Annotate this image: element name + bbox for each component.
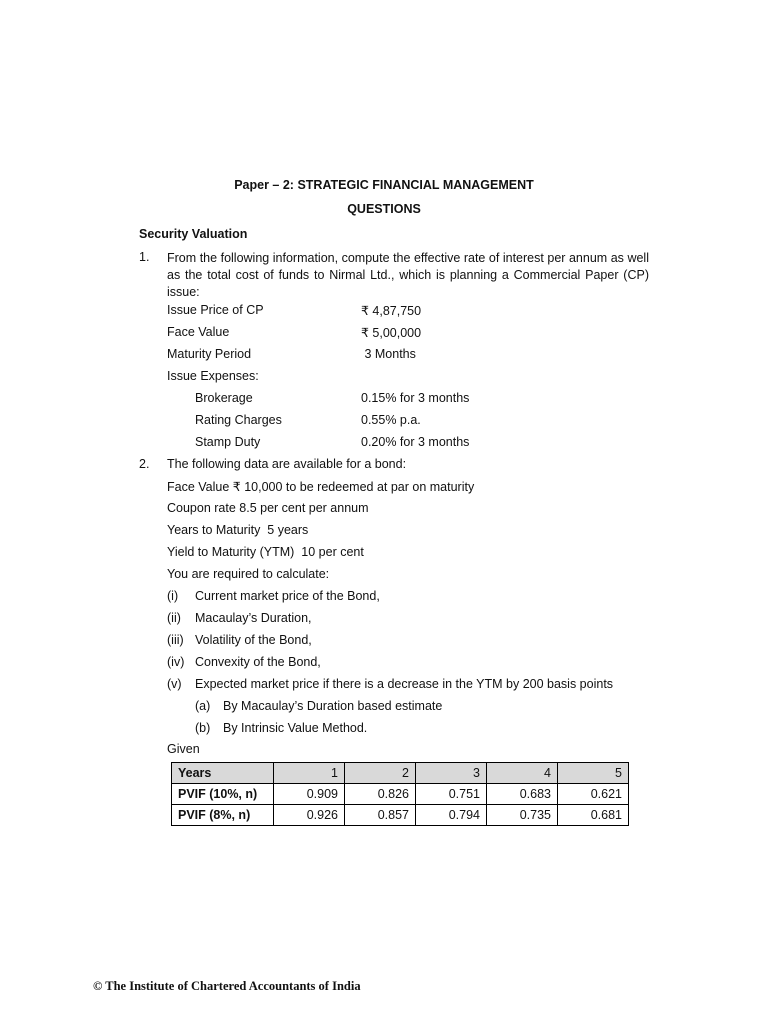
table-header-cell: Years — [172, 763, 274, 784]
issue-price-value: ₹ 4,87,750 — [361, 304, 422, 318]
maturity-period-value: 3 Months — [361, 347, 416, 361]
face-value-value: ₹ 5,00,000 — [361, 326, 422, 340]
table-header-cell: 4 — [487, 763, 558, 784]
table-row — [172, 784, 629, 805]
table-header-row — [172, 763, 629, 784]
sub-item-text: By Macaulay’s Duration based estimate — [223, 699, 443, 713]
issue-price-label: Issue Price of CP — [167, 303, 264, 317]
table-cell: 0.751 — [416, 784, 487, 805]
q2-line: Years to Maturity 5 years — [167, 523, 309, 537]
list-item-text: Volatility of the Bond, — [195, 633, 312, 647]
table-header-cell: 2 — [345, 763, 416, 784]
list-item-number: (iv) — [167, 655, 185, 669]
face-value-label: Face Value — [167, 325, 230, 339]
list-item-number: (i) — [167, 589, 179, 603]
table-cell: 0.735 — [487, 805, 558, 826]
table-header-cell: 5 — [558, 763, 629, 784]
table-cell: 0.857 — [345, 805, 416, 826]
list-item-number: (iii) — [167, 633, 184, 647]
brokerage-value: 0.15% for 3 months — [361, 391, 470, 405]
q2-line: You are required to calculate: — [167, 567, 330, 581]
question-number: 2. — [139, 457, 150, 471]
pvif-table — [171, 762, 629, 826]
q2-line: Coupon rate 8.5 per cent per annum — [167, 501, 369, 515]
section-heading: Security Valuation — [139, 227, 248, 241]
list-item-number: (v) — [167, 677, 182, 691]
rating-charges-value: 0.55% p.a. — [361, 413, 421, 427]
sub-item-text: By Intrinsic Value Method. — [223, 721, 368, 735]
table-cell: 0.794 — [416, 805, 487, 826]
sub-item-number: (b) — [195, 721, 211, 735]
table-cell: 0.909 — [274, 784, 345, 805]
table-header-cell: 3 — [416, 763, 487, 784]
rating-charges-label: Rating Charges — [195, 413, 282, 427]
table-cell: 0.926 — [274, 805, 345, 826]
table-row — [172, 805, 629, 826]
list-item-text: Expected market price if there is a decrease in the YTM by 200 basis points — [195, 677, 614, 691]
given-label: Given — [167, 742, 200, 756]
q2-line: The following data are available for a bond: — [167, 457, 407, 471]
stamp-duty-value: 0.20% for 3 months — [361, 435, 470, 449]
table-cell: PVIF (8%, n) — [172, 805, 274, 826]
table-header-cell: 1 — [274, 763, 345, 784]
q2-line: Face Value ₹ 10,000 to be redeemed at par on maturity — [167, 480, 475, 494]
sub-item-number: (a) — [195, 699, 211, 713]
stamp-duty-label: Stamp Duty — [195, 435, 261, 449]
page-title: Paper – 2: STRATEGIC FINANCIAL MANAGEMENT — [234, 178, 534, 192]
table-cell: PVIF (10%, n) — [172, 784, 274, 805]
page-subtitle: QUESTIONS — [347, 202, 421, 216]
q2-line: Yield to Maturity (YTM) 10 per cent — [167, 545, 364, 559]
maturity-period-label: Maturity Period — [167, 347, 252, 361]
table-cell: 0.621 — [558, 784, 629, 805]
issue-expenses-label: Issue Expenses: — [167, 369, 259, 383]
brokerage-label: Brokerage — [195, 391, 253, 405]
footer-copyright: © The Institute of Chartered Accountants of India — [93, 979, 361, 993]
list-item-text: Macaulay’s Duration, — [195, 611, 312, 625]
list-item-number: (ii) — [167, 611, 181, 625]
table-cell: 0.826 — [345, 784, 416, 805]
list-item-text: Convexity of the Bond, — [195, 655, 321, 669]
question-number: 1. — [139, 250, 150, 264]
table-cell: 0.683 — [487, 784, 558, 805]
list-item-text: Current market price of the Bond, — [195, 589, 380, 603]
question-text: From the following information, compute the effective rate of interest per annum as well as the total cost of funds to Nirmal Ltd., which is planning a Commercial Paper (CP) issue: — [167, 251, 649, 299]
table-cell: 0.681 — [558, 805, 629, 826]
